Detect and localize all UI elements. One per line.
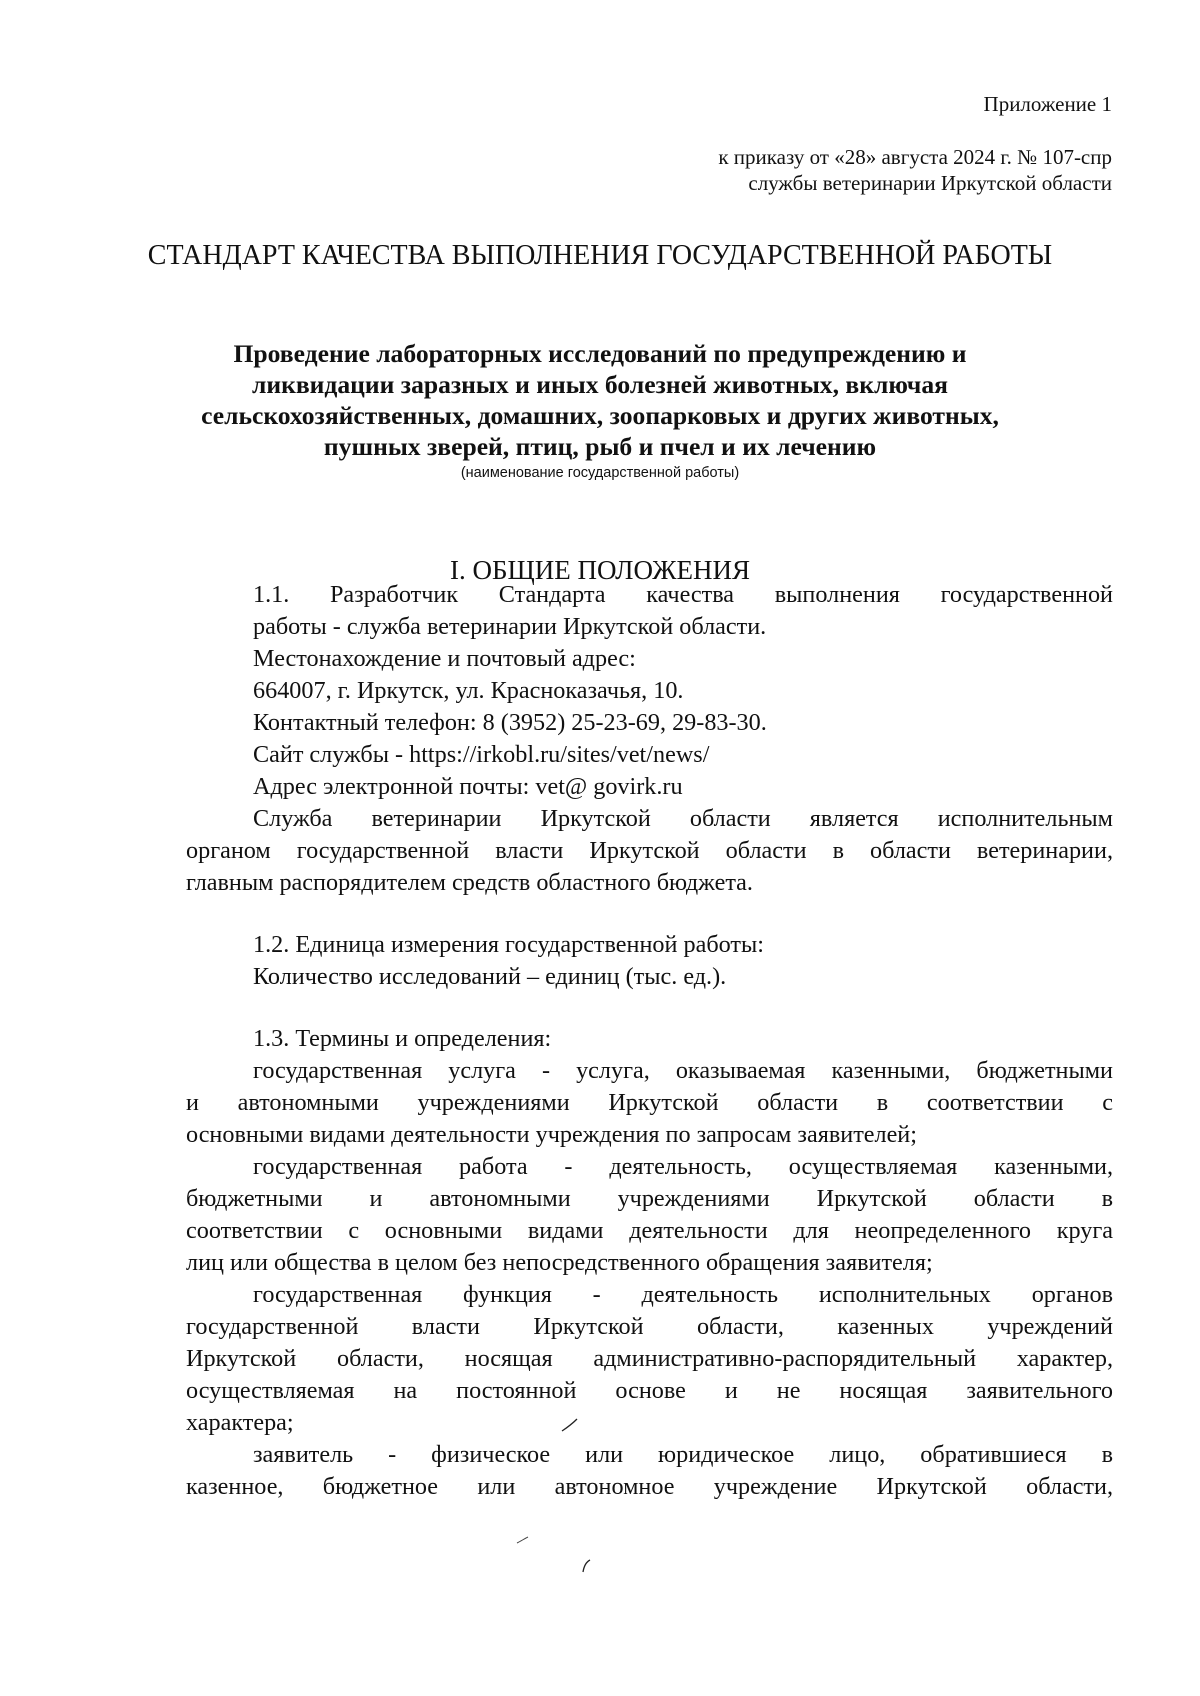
status-line: главным распорядителем средств областного бюджета. [186,869,753,896]
pen-mark [516,1535,530,1545]
definition-line: заявитель - физическое или юридическое лицо, обратившиеся в [253,1441,1113,1468]
definition-line: государственная услуга - услуга, оказываемая казенными, бюджетными [253,1057,1113,1084]
document-title: СТАНДАРТ КАЧЕСТВА ВЫПОЛНЕНИЯ ГОСУДАРСТВЕННОЙ РАБОТЫ [147,240,1053,271]
definition-line: Иркутской области, носящая административно-распорядительный характер, [186,1345,1113,1372]
status-line: Служба ветеринарии Иркутской области является исполнительным [253,805,1113,832]
definition-line: лиц или общества в целом без непосредственного обращения заявителя; [186,1249,933,1276]
work-name-line: сельскохозяйственных, домашних, зоопарковых и других животных, [201,401,999,430]
pen-mark [580,1558,594,1574]
definition-line: государственная работа - деятельность, осуществляемая казенными, [253,1153,1113,1180]
paragraph-1-2-heading: 1.2. Единица измерения государственной работы: [253,931,764,958]
definition-line: бюджетными и автономными учреждениями Иркутской области в [186,1185,1113,1212]
paragraph-1-1-line: 1.1. Разработчик Стандарта качества выполнения государственной [253,581,1113,608]
work-name-line: пушных зверей, птиц, рыб и пчел и их лечению [323,432,877,461]
website: Сайт службы - https://irkobl.ru/sites/vet/news/ [253,741,710,768]
paragraph-1-3-heading: 1.3. Термины и определения: [253,1025,552,1052]
work-name-caption: (наименование государственной работы) [460,465,740,481]
work-name [180,338,1020,462]
work-name-line: Проведение лабораторных исследований по предупреждению и [233,339,967,368]
definition-line: государственная функция - деятельность исполнительных органов [253,1281,1113,1308]
order-reference: к приказу от «28» августа 2024 г. № 107-спр [718,145,1112,169]
definition-line: осуществляемая на постоянной основе и не носящая заявительного [186,1377,1113,1404]
paragraph-1-1-line: работы - служба ветеринарии Иркутской области. [253,613,767,640]
section-heading: I. ОБЩИЕ ПОЛОЖЕНИЯ [450,555,750,585]
pen-mark [560,1415,580,1435]
definition-line: и автономными учреждениями Иркутской области в соответствии с [186,1089,1113,1116]
definition-line: казенное, бюджетное или автономное учреждение Иркутской области, [186,1473,1113,1500]
contact-phone: Контактный телефон: 8 (3952) 25-23-69, 29-83-30. [253,709,767,736]
status-line: органом государственной власти Иркутской области в области ветеринарии, [186,837,1113,864]
appendix-label: Приложение 1 [983,92,1112,116]
definition-line: соответствии с основными видами деятельности для неопределенного круга [186,1217,1113,1244]
definition-line: основными видами деятельности учреждения по запросам заявителей; [186,1121,917,1148]
definition-line: государственной власти Иркутской области, казенных учреждений [186,1313,1113,1340]
issuer-line: службы ветеринарии Иркутской области [748,171,1112,195]
location-label: Местонахождение и почтовый адрес: [253,645,636,672]
work-name-line: ликвидации заразных и иных болезней животных, включая [251,370,948,399]
paragraph-1-2-value: Количество исследований – единиц (тыс. ед.). [253,963,727,990]
email-address: Адрес электронной почты: vet@ govirk.ru [253,773,683,800]
definition-line: характера; [186,1409,294,1436]
postal-address: 664007, г. Иркутск, ул. Красноказачья, 10. [253,677,684,704]
